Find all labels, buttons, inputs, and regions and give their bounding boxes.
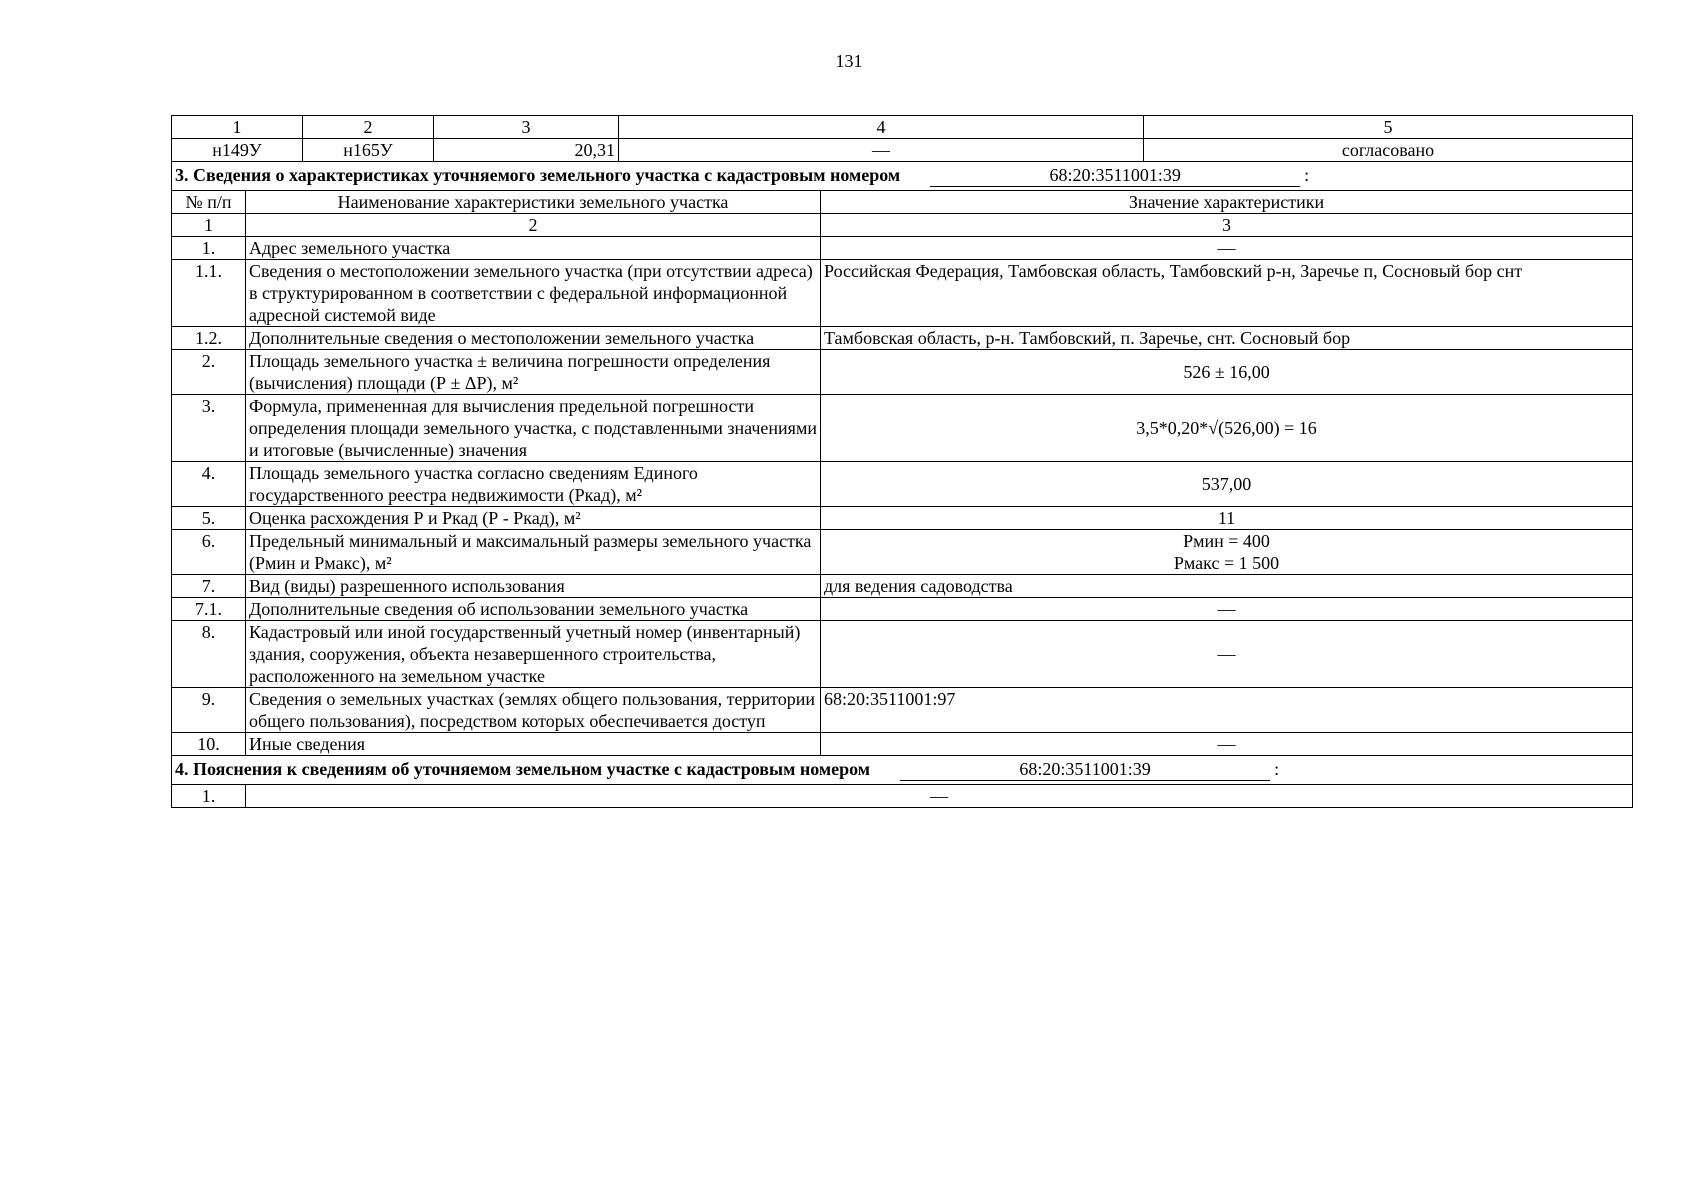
row-value: 68:20:3511001:97	[821, 688, 1633, 733]
row-name: Площадь земельного участка согласно сведениям Единого государственного реестра недвижимости (Ркад), м²	[246, 462, 821, 507]
row-name: Адрес земельного участка	[246, 237, 821, 260]
row-value: для ведения садоводства	[821, 575, 1633, 598]
column-number: 3	[821, 214, 1633, 237]
table-row	[172, 462, 1633, 507]
row-number: 2.	[172, 350, 246, 395]
table-row	[172, 575, 1633, 598]
section-4-title: 4. Пояснения к сведениям об уточняемом земельном участке с кадастровым номером	[175, 759, 871, 779]
column-header-num: № п/п	[172, 191, 246, 214]
column-header-name: Наименование характеристики земельного участка	[246, 191, 821, 214]
table-row	[172, 139, 1633, 162]
row-name: Кадастровый или иной государственный учетный номер (инвентарный) здания, сооружения, объекта незавершенного строительства, расположенного на земельном участке	[246, 621, 821, 688]
header-cell: 2	[303, 116, 434, 139]
header-cell: 5	[1144, 116, 1633, 139]
table-row	[172, 237, 1633, 260]
table-row	[172, 350, 1633, 395]
row-value: 526 ± 16,00	[821, 350, 1633, 395]
boundary-table	[171, 115, 1633, 162]
row-number: 9.	[172, 688, 246, 733]
section-4-heading-row	[172, 756, 1633, 785]
row-value	[821, 530, 1633, 575]
table-row	[172, 530, 1633, 575]
table-row	[172, 395, 1633, 462]
row-value: —	[821, 621, 1633, 688]
row-name: Сведения о земельных участках (землях общего пользования, территории общего пользования), посредством которых обеспечивается доступ	[246, 688, 821, 733]
row-number: 1.2.	[172, 327, 246, 350]
row-number: 1.	[172, 237, 246, 260]
row-value: —	[821, 598, 1633, 621]
col4-cell: —	[619, 139, 1144, 162]
row-name: Вид (виды) разрешенного использования	[246, 575, 821, 598]
header-cell: 1	[172, 116, 303, 139]
point-to-cell: н165У	[303, 139, 434, 162]
row-number: 10.	[172, 733, 246, 756]
section-3-title: 3. Сведения о характеристиках уточняемого земельного участка с кадастровым номером	[175, 165, 901, 185]
table-row	[172, 598, 1633, 621]
table-row	[172, 733, 1633, 756]
row-number: 1.1.	[172, 260, 246, 327]
length-cell: 20,31	[434, 139, 619, 162]
row-value: —	[246, 785, 1633, 808]
column-number: 1	[172, 214, 246, 237]
row-number: 3.	[172, 395, 246, 462]
header-cell: 3	[434, 116, 619, 139]
header-cell: 4	[619, 116, 1144, 139]
row-value: —	[821, 237, 1633, 260]
point-from-cell: н149У	[172, 139, 303, 162]
row-name: Формула, примененная для вычисления предельной погрешности определения площади земельного участка, с подставленными значениями и итоговые (вычисленные) значения	[246, 395, 821, 462]
max-size-value: Рмакс = 1 500	[1173, 553, 1280, 573]
row-value: 11	[821, 507, 1633, 530]
section-4-colon: :	[1274, 759, 1280, 779]
row-number: 6.	[172, 530, 246, 575]
section-3-colon: :	[1304, 165, 1310, 185]
table-header-row	[172, 116, 1633, 139]
table-row	[172, 327, 1633, 350]
min-size-value: Рмин = 400	[1183, 531, 1270, 551]
table-row	[172, 260, 1633, 327]
section-4-heading	[172, 756, 1633, 785]
column-header-value: Значение характеристики	[821, 191, 1633, 214]
table-row	[172, 507, 1633, 530]
section-4-cadastral-number: 68:20:3511001:39	[900, 758, 1270, 781]
row-value: 3,5*0,20*√(526,00) = 16	[821, 395, 1633, 462]
column-number: 2	[246, 214, 821, 237]
row-number: 7.1.	[172, 598, 246, 621]
table-row	[172, 688, 1633, 733]
row-number: 4.	[172, 462, 246, 507]
table-row	[172, 785, 1633, 808]
table-row	[172, 621, 1633, 688]
column-header-row	[172, 191, 1633, 214]
status-cell: согласовано	[1144, 139, 1633, 162]
row-number: 1.	[172, 785, 246, 808]
row-name: Предельный минимальный и максимальный размеры земельного участка (Рмин и Рмакс), м²	[246, 530, 821, 575]
column-number-row	[172, 214, 1633, 237]
page-number: 131	[835, 51, 863, 71]
row-name: Оценка расхождения Р и Ркад (Р - Ркад), м²	[246, 507, 821, 530]
row-number: 5.	[172, 507, 246, 530]
row-value: 537,00	[821, 462, 1633, 507]
row-name: Дополнительные сведения об использовании земельного участка	[246, 598, 821, 621]
row-value: Российская Федерация, Тамбовская область, Тамбовский р-н, Заречье п, Сосновый бор снт	[821, 260, 1633, 327]
section-3-heading	[172, 162, 1633, 191]
document-body	[171, 115, 1632, 808]
row-name: Иные сведения	[246, 733, 821, 756]
section-3-cadastral-number: 68:20:3511001:39	[930, 164, 1300, 187]
row-value: Тамбовская область, р-н. Тамбовский, п. Заречье, снт. Сосновый бор	[821, 327, 1633, 350]
section-3-heading-row	[172, 162, 1633, 191]
row-number: 7.	[172, 575, 246, 598]
row-name: Дополнительные сведения о местоположении земельного участка	[246, 327, 821, 350]
row-name: Площадь земельного участка ± величина погрешности определения (вычисления) площади (Р ± ΔР), м²	[246, 350, 821, 395]
characteristics-table	[171, 162, 1633, 808]
row-number: 8.	[172, 621, 246, 688]
row-value: —	[821, 733, 1633, 756]
row-name: Сведения о местоположении земельного участка (при отсутствии адреса) в структурированном в соответствии с федеральной информационной адресной системой виде	[246, 260, 821, 327]
